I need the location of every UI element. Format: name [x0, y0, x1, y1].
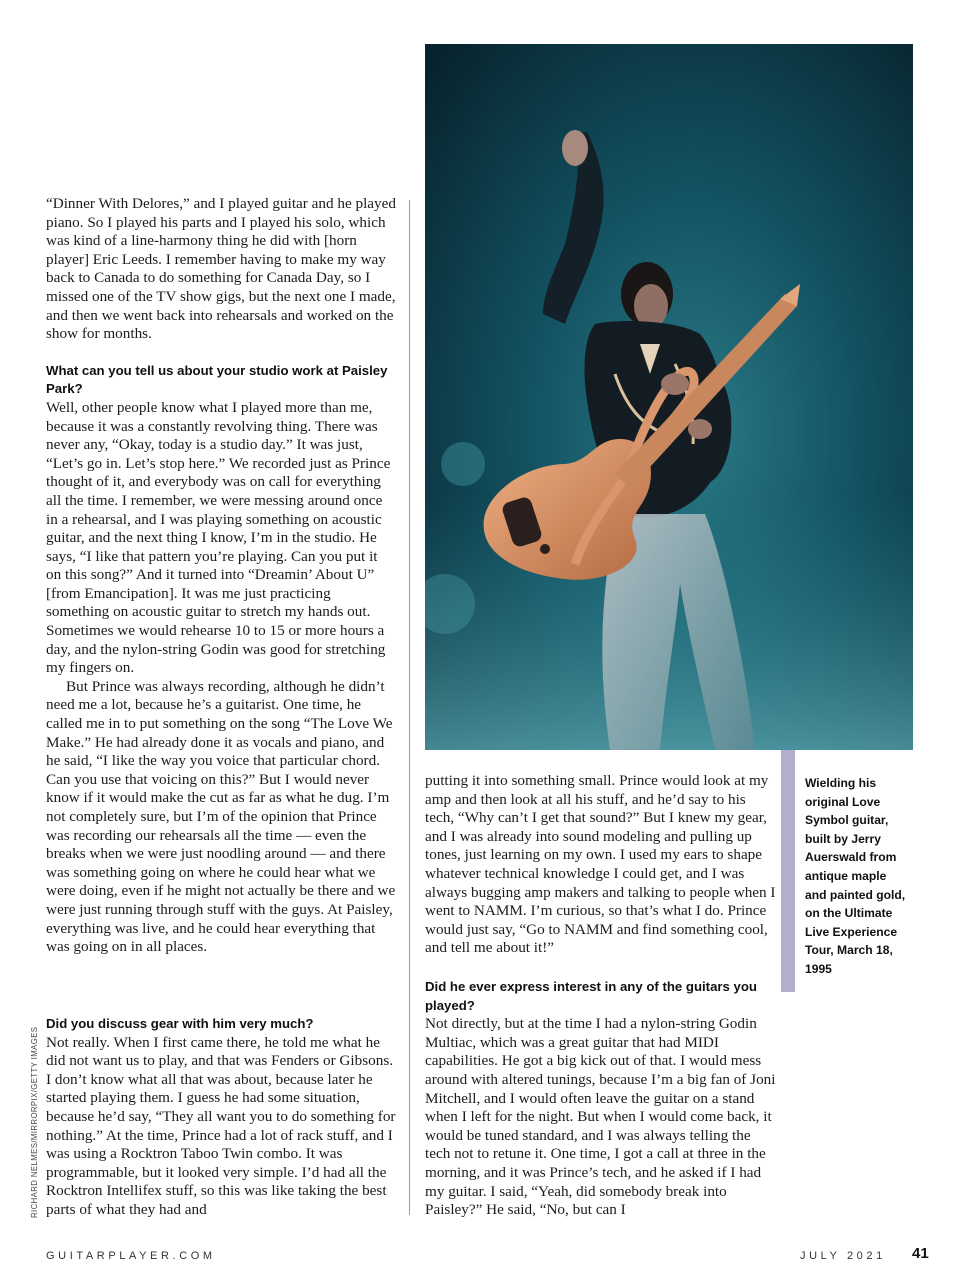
right-column: [425, 772, 777, 958]
footer-issue-date: JULY 2021: [800, 1250, 886, 1262]
column-divider: [409, 770, 410, 1215]
photo-credit: RICHARD NELMES/MIRRORPIX/GETTY IMAGES: [30, 1026, 39, 1218]
left-column: [46, 195, 396, 957]
article-paragraph: But Prince was always recording, although he didn’t need me a lot, because he’s a guitarist. One time, he called me in to put something on the song “The Love We Make.” He had already done it as vocals and piano, and he said, “I like the way you voice that particular chord. Can you use that voicing on this?” But I would never know if it would make the cut as far as what he dug. I’m not completely sure, but I’m of the opinion that Prince was recording our rehearsals all the time — even the breaks when we were just noodling around — and there was something going on where he could hear what we were doing, even if he might not actually be there and we were just running through stuff with the guys. At Paisley, everything was live, and he could hear everything that was going on in all places.: [46, 677, 396, 956]
page-number: 41: [912, 1245, 929, 1262]
article-paragraph: “Dinner With Delores,” and I played guitar and he played piano. So I played his parts and I played his solo, which was kind of a line-harmony thing he did with [horn player] Eric Leeds. I remember having to make my way back to Canada to do something for Canada Day, so I missed one of the TV show gigs, but the next one I made, and then we went back into rehearsals and worked on the show for months.: [46, 195, 396, 343]
article-paragraph: Not really. When I first came there, he told me what he did not want us to play, and that was Fenders or Gibsons. I don’t know what all that was about, because later he started playing them. I guess he had some situation, because he’d say, “They all want you to do something for nothing.” At the time, Prince had a lot of rack stuff, and I was using a Rocktron Taboo Twin combo. It was programmable, but it looked very simple. I’d had all the Rocktron Intellifex stuff, so this was like taking the best parts of what they had and: [46, 1033, 396, 1218]
interview-question: What can you tell us about your studio work at Paisley Park?: [46, 362, 388, 397]
article-paragraph: Well, other people know what I played more than me, because it was a constantly revolving thing. There was never any, “Okay, today is a studio day.” It was just, “Let’s go in. Let’s stop here.” We recorded just as Prince thought of it, and everybody was on call for everything all the time. I remember, we were messing around once in a rehearsal, and I was playing something on acoustic guitar, and the next thing I know, I’m in the studio. He says, “I like that pattern you’re playing. Can you put it on this song?” And it turned into “Dreamin’ About U” [from Emancipation]. It was me just practicing something on acoustic guitar to stretch my hands out. Sometimes we would rehearse 10 to 15 or more hours a day, and the nylon-string Godin was good for stretching my fingers on.: [46, 398, 391, 677]
performer-with-guitar-image: [425, 44, 913, 750]
interview-question: Did you discuss gear with him very much?: [46, 1016, 314, 1031]
footer-site-name: GUITARPLAYER.COM: [46, 1250, 216, 1262]
photo-caption: Wielding his original Love Symbol guitar, built by Jerry Auerswald from antique maple and painted gold, on the Ultimate Live Experience Tour, March 18, 1995: [805, 776, 906, 976]
concert-photo: [425, 44, 913, 750]
interview-question: Did he ever express interest in any of the guitars you played?: [425, 979, 757, 1013]
article-paragraph: putting it into something small. Prince would look at my amp and then look at all his stuff, and he’d say to his tech, “Why can’t I get that sound?” But I knew my gear, and I was already into sound modeling and pulling up tones, just learning on my own. I used my ears to shape whatever technical knowledge I could get, and I was always bugging amp makers and talking to people when I went to NAMM. I’m curious, so that’s what I do. Prince would just say, “Go to NAMM and find something cool, and tell me about it!”: [425, 772, 776, 957]
left-column-lower: [46, 1015, 396, 1220]
caption-accent-bar: [781, 750, 795, 992]
right-column-lower: [425, 978, 777, 1220]
article-paragraph: Not directly, but at the time I had a nylon-string Godin Multiac, which was a great guitar that had MIDI capabilities. He got a big kick out of that. I would mess around with altered tunings, because I’m a big fan of Joni Mitchell, and I would often leave the guitar on a stand when I left for the night. But when I would come back, it would be tuned standard, and I was always telling the tech not to retune it. One time, I got a call at three in the morning, and it was Prince’s tech, and he asked if I had my guitar. I said, “Yeah, did somebody break into Paisley?” He said, “No, but can I: [425, 1015, 776, 1219]
